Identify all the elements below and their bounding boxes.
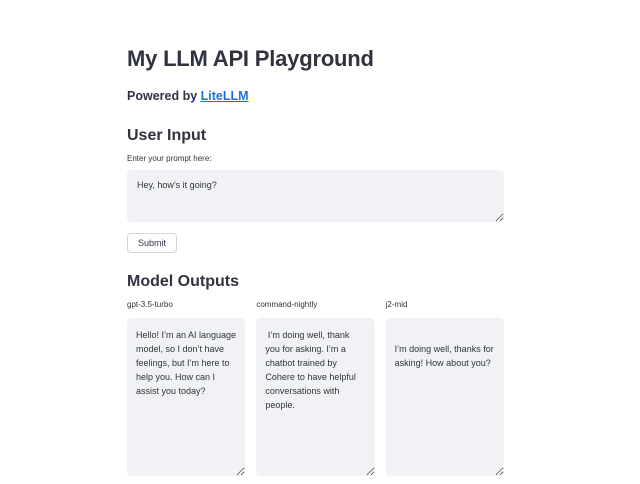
- submit-button[interactable]: Submit: [127, 233, 177, 253]
- powered-by-line: [127, 89, 504, 104]
- model-outputs-heading: Model Outputs: [127, 273, 239, 290]
- model-name-label: gpt-3.5-turbo: [127, 300, 173, 309]
- prompt-input[interactable]: [127, 170, 504, 222]
- model-column-command-nightly: [256, 300, 374, 476]
- model-name-label: j2-mid: [385, 300, 408, 309]
- app-container: [127, 0, 504, 476]
- model-output-columns: [127, 300, 504, 476]
- user-input-heading: User Input: [127, 127, 207, 144]
- model-output-command-nightly[interactable]: [256, 318, 374, 476]
- prompt-label: Enter your prompt here:: [127, 154, 212, 163]
- page-title: My LLM API Playground: [127, 46, 374, 71]
- model-column-gpt-3-5-turbo: [127, 300, 245, 476]
- model-column-j2-mid: [386, 300, 504, 476]
- litellm-link[interactable]: LiteLLM: [200, 89, 249, 103]
- powered-by-text: Powered by: [127, 89, 201, 103]
- model-name-label: command-nightly: [256, 300, 318, 309]
- model-output-gpt-3-5-turbo[interactable]: [127, 318, 245, 476]
- model-output-j2-mid[interactable]: [386, 318, 504, 476]
